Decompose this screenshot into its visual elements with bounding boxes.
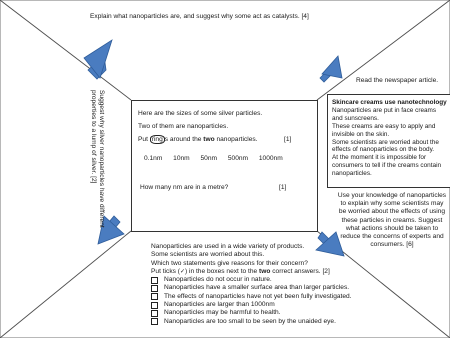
top-question: Explain what nanoparticles are, and suggest why some act as catalysts. [4] bbox=[90, 13, 309, 20]
bottom-instruction bbox=[151, 268, 352, 276]
arrow-up-left bbox=[84, 40, 112, 79]
option-checkbox-1[interactable] bbox=[151, 285, 158, 292]
option-label-3: Nanoparticles are larger than 1000nm bbox=[164, 301, 275, 309]
option-label-1: Nanoparticles have a smaller surface area than larger particles. bbox=[164, 284, 350, 292]
vertical-question bbox=[88, 90, 105, 228]
center-line1: Here are the sizes of some silver particles. bbox=[138, 110, 263, 117]
article-heading: Skincare creams use nanotechnology bbox=[332, 99, 447, 106]
bottom-intro-3: Which two statements give reasons for their concern? bbox=[151, 259, 308, 267]
in-boxes-text: ) in the boxes next to the bbox=[184, 267, 258, 275]
article-line-1: These creams are easy to apply and invisible on the skin. bbox=[332, 122, 436, 138]
option-label-2: The effects of nanoparticles have not yet been fully investigated. bbox=[164, 292, 352, 300]
article-line-3: At the moment it is impossible for consumers to tell if the creams contain nanoparticles. bbox=[332, 154, 442, 178]
option-checkbox-4[interactable] bbox=[151, 310, 158, 317]
option-checkbox-5[interactable] bbox=[151, 318, 158, 325]
mark-2: [1] bbox=[279, 184, 287, 191]
tick-icon: ✓ bbox=[179, 268, 185, 275]
vertical-question-line2: properties to a lump of silver. [2] bbox=[89, 90, 97, 184]
option-checkbox-0[interactable] bbox=[151, 277, 158, 284]
correct-text: correct answers. [2] bbox=[272, 267, 330, 275]
diagonal-bottom-left bbox=[0, 231, 131, 338]
silver-particles-box bbox=[131, 100, 318, 232]
bottom-intro-2: Some scientists are worried about this. bbox=[151, 251, 265, 259]
six-mark-prompt: Use your knowledge of nanoparticles to explain why some scientists may be worried about the effects of using these particles in creams. Suggest what actions should be taken to reduce the concerns of experts and consumers. [6] bbox=[337, 192, 447, 249]
article-text bbox=[332, 99, 448, 178]
option-0 bbox=[151, 276, 352, 284]
option-3 bbox=[151, 301, 352, 309]
center-instruction bbox=[138, 136, 258, 144]
newspaper-article bbox=[327, 94, 450, 188]
option-label-4: Nanoparticles may be harmful to health. bbox=[164, 309, 281, 317]
option-2 bbox=[151, 293, 352, 301]
ring-word: ring bbox=[151, 136, 163, 143]
metre-question: How many nm are in a metre? bbox=[140, 184, 229, 191]
option-4 bbox=[151, 309, 352, 317]
option-5 bbox=[151, 318, 352, 326]
size-3[interactable]: 500nm bbox=[227, 155, 249, 162]
mark-1: [1] bbox=[284, 136, 292, 143]
option-label-5: Nanoparticles are too small to be seen by the unaided eye. bbox=[164, 317, 336, 325]
put-word: Put bbox=[138, 136, 148, 143]
size-4[interactable]: 1000nm bbox=[258, 155, 283, 162]
arrow-up-right bbox=[320, 56, 342, 82]
two-word-bottom: two bbox=[259, 267, 271, 275]
article-line-2: Some scientists are worried about the effects of nanoparticles on the body. bbox=[332, 138, 439, 154]
option-checkbox-3[interactable] bbox=[151, 302, 158, 309]
center-line2: Two of them are nanoparticles. bbox=[138, 123, 229, 130]
sizes-row bbox=[144, 155, 283, 163]
tick-question bbox=[151, 243, 352, 326]
size-1[interactable]: 10nm bbox=[173, 155, 190, 162]
vertical-question-line1: Suggest why silver nanoparticles have different bbox=[98, 90, 105, 228]
around-words: s around the bbox=[164, 136, 202, 143]
article-line-0: Nanoparticles are put in face creams and sunscreens. bbox=[332, 106, 437, 122]
bottom-intro-1: Nanoparticles are used in a wide variety of products. bbox=[151, 243, 305, 250]
two-word: two bbox=[203, 136, 215, 143]
put-ticks-text: Put ticks ( bbox=[151, 267, 180, 275]
size-0[interactable]: 0.1nm bbox=[144, 155, 163, 162]
option-checkbox-2[interactable] bbox=[151, 293, 158, 300]
nanoparticles-word: nanoparticles. bbox=[216, 136, 258, 143]
size-2[interactable]: 50nm bbox=[200, 155, 218, 162]
option-1 bbox=[151, 284, 352, 292]
option-label-0: Nanoparticles do not occur in nature. bbox=[164, 276, 272, 284]
newspaper-prompt: Read the newspaper article. bbox=[356, 77, 439, 84]
